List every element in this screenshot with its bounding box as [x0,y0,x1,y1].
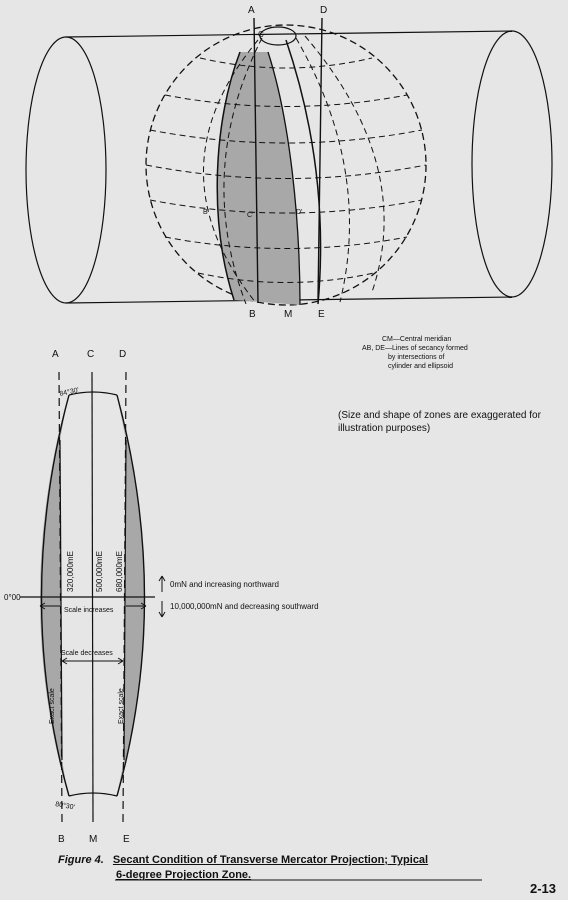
latitude-north: 84°30' [58,387,80,398]
label-m-lower: M [89,834,98,845]
legend-ab-de-3: cylinder and ellipsoid [388,363,453,370]
label-m-bottom: M [284,309,293,320]
page-number: 2-13 [530,881,557,896]
cylinder-top-edge [66,31,512,37]
label-d-side: D' [296,209,303,216]
northing-up-text: 0mN and increasing northward [170,580,279,589]
cylinder-left-end [26,37,106,303]
cylinder-right-end [472,31,552,297]
label-d-lower: D [119,349,127,360]
label-c-lower: C [87,349,95,360]
easting-right: 680,000mE [115,551,124,592]
label-e-bottom: E [318,309,325,320]
label-e-lower: E [123,834,130,845]
cylinder-globe-diagram [26,18,552,305]
scale-decreases-text: Scale decreases [61,650,113,657]
exact-scale-left: Exact scale [49,688,56,724]
northing-down-text: 10,000,000mN and decreasing southward [170,602,319,611]
size-note: (Size and shape of zones are exaggerated for illustration purposes) [338,410,541,434]
legend-cm: CM—Central meridian [382,336,452,343]
label-d-top: D [320,5,328,16]
label-a-top: A [248,5,255,16]
legend-ab-de-2: by intersections of [388,354,445,361]
label-c-top: C [258,30,264,39]
legend-ab-de-1: AB, DE—Lines of secancy formed [362,345,468,352]
equator-label: 0°00 [4,593,21,602]
latitude-south: 80°30' [54,801,76,812]
easting-left: 320,000mE [66,551,75,592]
label-b-side: B' [203,209,210,216]
caption-line-1: Secant Condition of Transverse Mercator Projection; Typical [112,854,429,866]
label-a-lower: A [52,349,59,360]
caption-line-2: 6-degree Projection Zone. [116,869,252,881]
globe-pole-cap [260,27,296,45]
figure-caption [58,853,498,883]
legend [362,335,562,371]
label-c-side: C' [247,212,254,219]
label-b-bottom: B [249,309,256,320]
northing-arrows [159,576,165,617]
projection-zone-diagram [20,372,165,822]
scale-increases-text: Scale increases [64,607,114,614]
easting-center: 500,000mE [95,551,104,592]
caption-figure-label: Figure 4. [58,854,104,866]
label-b-lower: B [58,834,65,845]
exact-scale-right: Exact scale [118,688,125,724]
